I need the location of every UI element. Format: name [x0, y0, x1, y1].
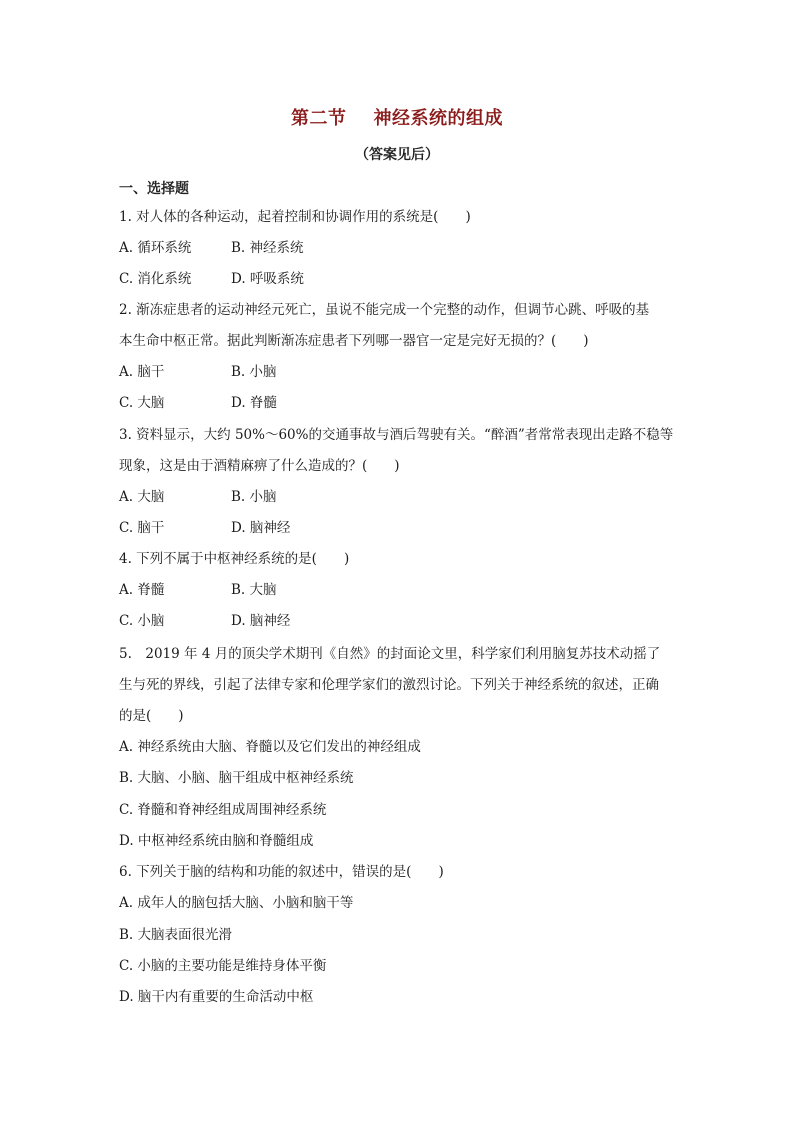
question-3-stem-line-2: 现象，这是由于酒精麻痹了什么造成的？( ): [119, 458, 400, 474]
question-4-options-row-2: [119, 612, 290, 630]
question-3-options-row-1: [119, 488, 277, 506]
question-5-option-a: A. 神经系统由大脑、脊髓以及它们发出的神经组成: [119, 739, 421, 755]
question-4-option-d: D. 脑神经: [231, 613, 291, 629]
question-1-option-c: C. 消化系统: [119, 271, 192, 287]
answer-note: （答案见后）: [355, 147, 439, 163]
question-4-options-row-1: [119, 581, 277, 599]
question-3-stem-line-1: 3. 资料显示，大约 50%～60%的交通事故与酒后驾驶有关。“醉酒”者常常表现出走路不稳等: [119, 427, 674, 443]
question-1-options-row-2: [119, 270, 304, 288]
question-5-stem-line-1: 5. 2019 年 4 月的顶尖学术期刊《自然》的封面论文里，科学家们利用脑复苏技术动摇了: [119, 646, 661, 662]
question-3-option-c: C. 脑干: [119, 520, 165, 536]
question-2-stem-line-1: 2. 渐冻症患者的运动神经元死亡，虽说不能完成一个完整的动作，但调节心跳、呼吸的基: [119, 302, 650, 318]
question-2-option-d: D. 脊髓: [231, 395, 277, 411]
question-2-option-b: B. 小脑: [231, 364, 277, 380]
question-2-stem-line-2: 本生命中枢正常。据此判断渐冻症患者下列哪一器官一定是完好无损的？( ): [119, 333, 589, 349]
question-5-stem-line-3: 的是( ): [119, 708, 184, 724]
question-4-option-c: C. 小脑: [119, 613, 165, 629]
question-2-options-row-1: [119, 363, 277, 381]
question-1-options-row-1: [119, 239, 304, 257]
question-2-options-row-2: [119, 394, 277, 412]
question-4-option-a: A. 脊髓: [119, 582, 165, 598]
section-heading: 一、选择题: [119, 181, 189, 197]
question-6-option-d: D. 脑干内有重要的生命活动中枢: [119, 989, 314, 1005]
question-6-stem: 6. 下列关于脑的结构和功能的叙述中，错误的是( ): [119, 864, 444, 880]
question-3-option-b: B. 小脑: [231, 489, 277, 505]
question-5-stem-line-2: 生与死的界线，引起了法律专家和伦理学家们的激烈讨论。下列关于神经系统的叙述，正确: [119, 677, 659, 693]
question-3-option-d: D. 脑神经: [231, 520, 291, 536]
question-3-option-a: A. 大脑: [119, 489, 165, 505]
question-2-option-a: A. 脑干: [119, 364, 165, 380]
question-1-option-d: D. 呼吸系统: [231, 271, 304, 287]
question-5-option-b: B. 大脑、小脑、脑干组成中枢神经系统: [119, 770, 354, 786]
question-6-option-a: A. 成年人的脑包括大脑、小脑和脑干等: [119, 895, 354, 911]
question-1-option-b: B. 神经系统: [231, 240, 304, 256]
question-3-options-row-2: [119, 519, 290, 537]
page-title: 第二节 神经系统的组成: [290, 108, 504, 129]
question-1-option-a: A. 循环系统: [119, 240, 192, 256]
question-1-stem: 1. 对人体的各种运动，起着控制和协调作用的系统是( ): [119, 209, 471, 225]
question-5-option-c: C. 脊髓和脊神经组成周围神经系统: [119, 802, 327, 818]
question-5-option-d: D. 中枢神经系统由脑和脊髓组成: [119, 833, 314, 849]
question-6-option-c: C. 小脑的主要功能是维持身体平衡: [119, 958, 327, 974]
question-2-option-c: C. 大脑: [119, 395, 165, 411]
question-6-option-b: B. 大脑表面很光滑: [119, 927, 233, 943]
question-4-stem: 4. 下列不属于中枢神经系统的是( ): [119, 551, 350, 567]
question-4-option-b: B. 大脑: [231, 582, 277, 598]
